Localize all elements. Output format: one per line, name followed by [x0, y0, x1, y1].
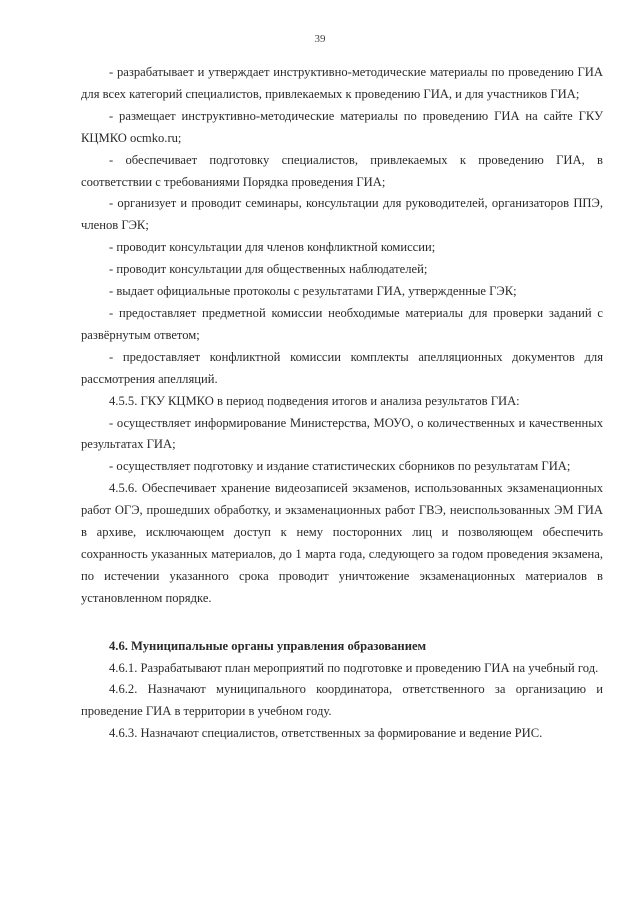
paragraph: - предоставляет конфликтной комиссии комплекты апелляционных документов для рассмотрения апелляций. — [81, 349, 603, 386]
section-4-5-5: 4.5.5. ГКУ КЦМКО в период подведения итогов и анализа результатов ГИА: — [109, 393, 520, 408]
paragraph: - разрабатывает и утверждает инструктивно-методические материалы по проведению ГИА для всех категорий специалистов, привлекаемых к проведению ГИА, и для участников ГИА; — [81, 65, 603, 101]
paragraph: - проводит консультации для членов конфликтной комиссии; — [109, 240, 436, 255]
paragraph: - размещает инструктивно-методические материалы по проведению ГИА на сайте ГКУ КЦМКО ocmko.ru; — [81, 108, 603, 145]
section-4-6-2: 4.6.2. Назначают муниципального координатора, ответственного за организацию и проведение ГИА в территории в учебном году. — [81, 682, 603, 719]
paragraph: - обеспечивает подготовку специалистов, привлекаемых к проведению ГИА, в соответствии с требованиями Порядка проведения ГИА; — [81, 152, 603, 189]
paragraph: - осуществляет подготовку и издание статистических сборников по результатам ГИА; — [109, 459, 571, 474]
document-body — [81, 62, 603, 745]
section-4-5-6: 4.5.6. Обеспечивает хранение видеозаписей экзаменов, использованных экзаменационных работ ОГЭ, прошедших обработку, и экзаменационных работ ГВЭ, неиспользованных ЭМ ГИА в архиве, исключающем доступ к нему посторонних лиц и позволяющем обеспечить сохранность указанных материалов, до 1 марта года, следующего за годом проведения экзамена, по истечении указанного срока проводит уничтожение экзаменационных материалов в установленном порядке. — [81, 481, 603, 605]
paragraph: - проводит консультации для общественных наблюдателей; — [109, 262, 428, 277]
paragraph: - организует и проводит семинары, консультации для руководителей, организаторов ППЭ, членов ГЭК; — [81, 196, 603, 233]
paragraph: - осуществляет информирование Министерства, МОУО, о количественных и качественных результатах ГИА; — [81, 415, 603, 452]
section-heading: 4.6. Муниципальные органы управления образованием — [109, 638, 427, 653]
section-4-6-3: 4.6.3. Назначают специалистов, ответственных за формирование и ведение РИС. — [109, 726, 543, 741]
paragraph: - предоставляет предметной комиссии необходимые материалы для проверки заданий с развёрнутым ответом; — [81, 305, 603, 342]
page-number: 39 — [314, 33, 326, 45]
section-4-6-1: 4.6.1. Разрабатывают план мероприятий по подготовке и проведению ГИА на учебный год. — [109, 660, 599, 675]
paragraph: - выдает официальные протоколы с результатами ГИА, утвержденные ГЭК; — [109, 284, 517, 299]
